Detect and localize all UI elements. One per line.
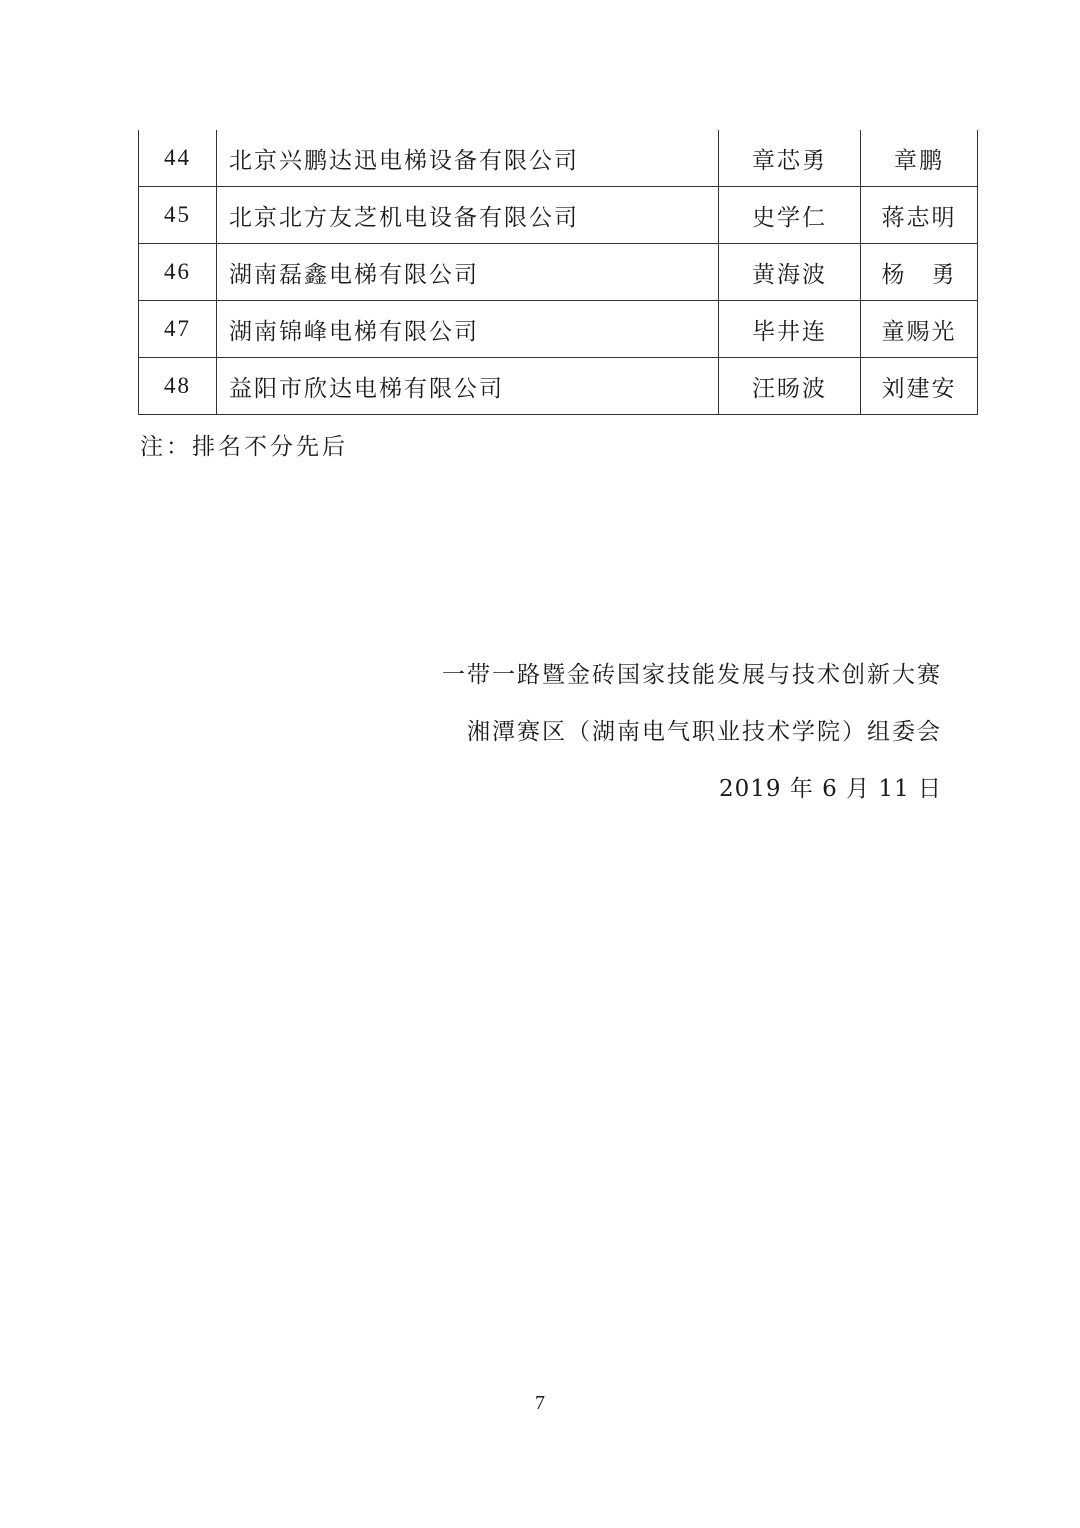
ranking-note: 注：排名不分先后: [140, 434, 348, 460]
person-a: 史学仁: [719, 187, 861, 244]
issue-date: 2019 年 6 月 11 日: [719, 776, 942, 802]
company-name: 湖南锦峰电梯有限公司: [217, 301, 719, 358]
row-number: 46: [139, 244, 217, 301]
organizer-line-2: 湘潭赛区（湖南电气职业技术学院）组委会: [467, 719, 942, 745]
organizer-line-1: 一带一路暨金砖国家技能发展与技术创新大赛: [442, 662, 942, 688]
table-row: [139, 358, 978, 415]
person-b: 杨 勇: [861, 244, 978, 301]
table-row: [139, 187, 978, 244]
person-a: 章芯勇: [719, 130, 861, 187]
table-row: [139, 244, 978, 301]
row-number: 44: [139, 130, 217, 187]
person-b: 蒋志明: [861, 187, 978, 244]
page-number: 7: [535, 1392, 545, 1414]
table-row: [139, 301, 978, 358]
person-b: 童赐光: [861, 301, 978, 358]
table-row: [139, 130, 978, 187]
row-number: 48: [139, 358, 217, 415]
company-name: 北京北方友芝机电设备有限公司: [217, 187, 719, 244]
person-a: 汪旸波: [719, 358, 861, 415]
person-a: 毕井连: [719, 301, 861, 358]
person-b: 章鹏: [861, 130, 978, 187]
company-name: 湖南磊鑫电梯有限公司: [217, 244, 719, 301]
person-a: 黄海波: [719, 244, 861, 301]
company-name: 北京兴鹏达迅电梯设备有限公司: [217, 130, 719, 187]
results-table: [138, 130, 978, 415]
company-name: 益阳市欣达电梯有限公司: [217, 358, 719, 415]
row-number: 47: [139, 301, 217, 358]
row-number: 45: [139, 187, 217, 244]
person-b: 刘建安: [861, 358, 978, 415]
